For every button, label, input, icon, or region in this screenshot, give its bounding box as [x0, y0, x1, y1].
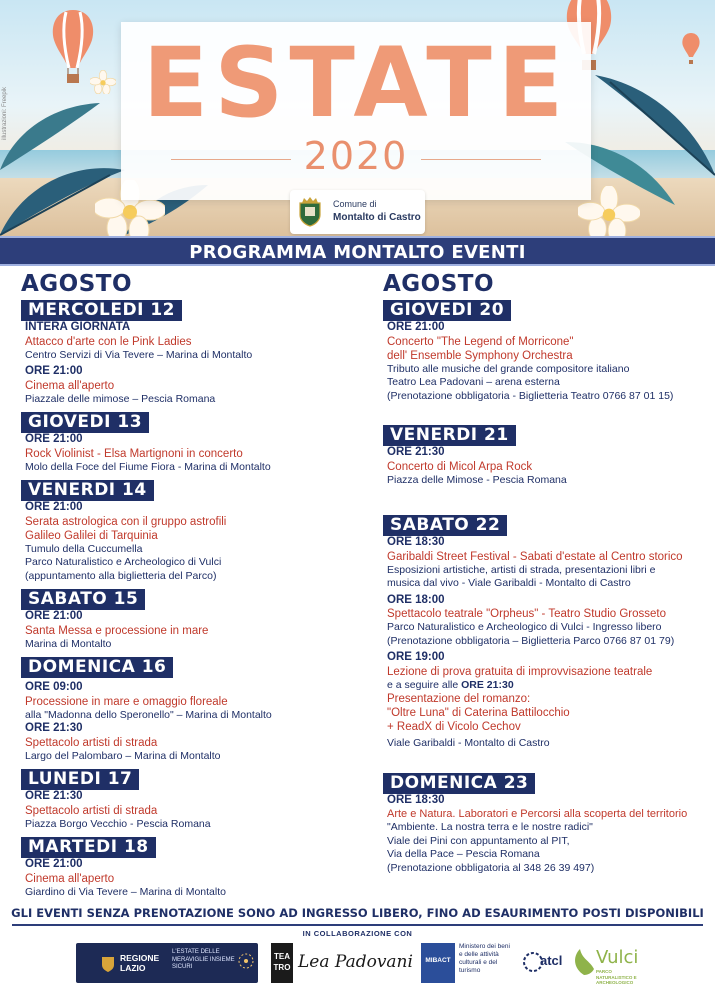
day-block [21, 657, 361, 678]
right-column [383, 270, 703, 875]
mibact-logo [421, 943, 455, 983]
day-heading: LUNEDI 17 [21, 769, 139, 790]
event-detail: Parco Naturalistico e Archeologico di Vulci - Ingresso libero [387, 621, 662, 633]
event [25, 722, 361, 763]
event-detail: alla "Madonna dello Speronello" – Marina di Montalto [25, 708, 272, 721]
event-detail: Marina di Montalto [25, 637, 112, 650]
event-detail: Giardino di Via Tevere – Marina di Montalto [25, 885, 226, 898]
day-block [21, 480, 361, 501]
event-time: ORE 21:00 [25, 610, 83, 622]
event [25, 501, 361, 583]
day-block [21, 300, 361, 321]
vulci-logo [572, 943, 644, 983]
event-detail: Via della Pace – Pescia Romana [387, 848, 540, 860]
event [387, 536, 703, 591]
event-detail: Largo del Palombaro – Marina di Montalto [25, 749, 221, 762]
atcl-logo [522, 943, 568, 983]
event-title-line4: "Oltre Luna" di Caterina Battilocchio [387, 707, 570, 719]
day-heading: VENERDI 14 [21, 480, 154, 501]
day-heading: DOMENICA 23 [383, 773, 535, 794]
event-title: Cinema all'aperto [25, 872, 115, 885]
program-banner [0, 236, 715, 266]
padovani-signature [298, 943, 413, 983]
event-title: Concerto "The Legend of Morricone" [387, 335, 574, 348]
comune-name: Montalto di Castro [333, 212, 421, 223]
event-title: Processione in mare e omaggio floreale [25, 695, 228, 708]
day-heading: GIOVEDI 20 [383, 300, 511, 321]
event-time: ORE 18:30 [387, 793, 445, 806]
regione-lazio-logo [76, 943, 258, 983]
event-time: ORE 09:00 [25, 681, 83, 693]
day-heading: GIOVEDI 13 [21, 412, 149, 433]
day-block [21, 412, 361, 433]
event-followup [387, 679, 703, 693]
event [25, 858, 361, 899]
event-detail: musica dal vivo - Viale Garibaldi - Montalto di Castro [387, 577, 631, 589]
illustration-credit: illustrazioni: Freepik [2, 86, 8, 140]
event-detail: (Prenotazione obbligatoria – Biglietteria Parco 0766 87 01 79) [387, 634, 675, 647]
event [25, 610, 361, 651]
day-block [21, 837, 361, 858]
event-title: Santa Messa e processione in mare [25, 624, 209, 637]
event [387, 651, 703, 751]
event-time: ORE 21:30 [387, 446, 445, 458]
header-illustration [0, 0, 715, 236]
event-detail: Tributo alle musiche del grande compositore italiano [387, 362, 630, 375]
event-title: Spettacolo teatrale "Orpheus" - Teatro Studio Grosseto [387, 608, 666, 620]
day-heading: SABATO 15 [21, 589, 145, 610]
event-time: ORE 21:00 [25, 433, 83, 445]
hot-air-balloon-icon [681, 32, 701, 66]
event-time: ORE 21:00 [387, 321, 445, 333]
event-time: ORE 19:00 [387, 651, 445, 663]
lazio-tagline: L'ESTATE DELLE MERAVIGLIE INSIEME SICURI [172, 949, 235, 970]
event-title: Cinema all'aperto [25, 379, 115, 392]
event-detail: (Prenotazione obbligatoria al 348 26 39 497) [387, 861, 595, 874]
ministero-text: Ministero dei beni e delle attività culturali e del turismo [459, 943, 510, 974]
day-block [383, 425, 703, 446]
comune-logo [290, 190, 425, 234]
event-title: Arte e Natura. Laboratori e Percorsi alla scoperta del territorio [387, 808, 688, 820]
teatro-label: TEA TRO [273, 952, 291, 972]
day-heading: MARTEDI 18 [21, 837, 156, 858]
title-sign [121, 22, 591, 200]
event [387, 321, 703, 403]
event [387, 446, 703, 487]
atcl-label: atcl [540, 953, 563, 968]
day-block [383, 300, 703, 321]
palm-leaf-icon [0, 95, 105, 175]
event-time: ORE 21:30 [25, 790, 83, 802]
event [25, 433, 361, 474]
event-detail: Centro Servizi di Via Tevere – Marina di Montalto [25, 348, 253, 361]
fireworks-icon [236, 951, 256, 973]
day-block [21, 589, 361, 610]
coat-of-arms-icon [296, 197, 324, 227]
left-column [21, 270, 361, 899]
event-title: Spettacolo artisti di strada [25, 736, 158, 749]
lazio-emblem-icon [100, 955, 116, 973]
event-title-line2: dell' Ensemble Symphony Orchestra [387, 349, 573, 362]
event-title: Lezione di prova gratuita di improvvisazione teatrale [387, 665, 653, 678]
padovani-label: Lea Padovani [298, 952, 413, 972]
day-block [21, 769, 361, 790]
event-detail: Tumulo della Cuccumella [25, 542, 143, 555]
event-time: ORE 21:00 [25, 501, 83, 513]
event-detail: Piazza Borgo Vecchio - Pescia Romana [25, 817, 211, 830]
day-block [383, 773, 703, 794]
collaboration-label: IN COLLABORAZIONE CON [302, 929, 413, 938]
frangipani-flower-icon [90, 70, 116, 94]
followup-time: ORE 21:30 [461, 678, 514, 691]
event-title: Serata astrologica con il gruppo astrofili [25, 515, 227, 528]
event-detail: Viale dei Pini con appuntamento al PIT, [387, 834, 570, 847]
day-block [383, 515, 703, 536]
event-detail: Piazza delle Mimose - Pescia Romana [387, 473, 567, 486]
event-title: Garibaldi Street Festival - Sabati d'estate al Centro storico [387, 550, 683, 563]
event-time: ORE 21:00 [25, 365, 83, 377]
free-entry-note: GLI EVENTI SENZA PRENOTAZIONE SONO AD INGRESSO LIBERO, FINO AD ESAURIMENTO POSTI DISPONIBILI [11, 906, 704, 920]
event-time: ORE 18:00 [387, 593, 445, 606]
event-time: INTERA GIORNATA [25, 321, 131, 333]
event-title: Attacco d'arte con le Pink Ladies [25, 335, 192, 348]
comune-prefix: Comune di [333, 199, 377, 209]
month-heading: AGOSTO [383, 271, 495, 297]
event-detail: Esposizioni artistiche, artisti di strada, presentazioni libri e [387, 563, 656, 576]
day-heading: DOMENICA 16 [21, 657, 173, 678]
vulci-leaf-icon [572, 947, 596, 977]
event-title: Spettacolo artisti di strada [25, 804, 158, 817]
event-time: ORE 21:30 [25, 722, 83, 734]
program-title: PROGRAMMA MONTALTO EVENTI [189, 242, 526, 263]
mibact-label: MIBACT [425, 957, 451, 964]
event [25, 365, 361, 406]
event-title-line5: + ReadX di Vicolo Cechov [387, 721, 521, 733]
event-title-line2: Galileo Galilei di Tarquinia [25, 529, 158, 542]
event-time: ORE 21:00 [25, 858, 83, 870]
event-detail: Parco Naturalistico e Archeologico di Vulci [25, 556, 222, 568]
page-title: ESTATE [142, 27, 570, 139]
event-detail: Teatro Lea Padovani – arena esterna [387, 376, 560, 388]
event [25, 321, 361, 362]
event-time: ORE 18:30 [387, 536, 445, 548]
event-detail: Viale Garibaldi - Montalto di Castro [387, 737, 550, 749]
vulci-label: Vulci [596, 947, 639, 968]
day-heading: VENERDI 21 [383, 425, 516, 446]
event-title: Concerto di Micol Arpa Rock [387, 460, 533, 473]
event [25, 790, 361, 831]
event-title: Rock Violinist - Elsa Martignoni in concerto [25, 447, 243, 460]
day-heading: MERCOLEDI 12 [21, 300, 182, 321]
month-heading: AGOSTO [21, 271, 133, 297]
event-detail: "Ambiente. La nostra terra e le nostre radici" [387, 821, 593, 833]
footer-divider [12, 924, 703, 926]
event-detail: Molo della Foce del Fiume Fiora - Marina di Montalto [25, 460, 271, 473]
followup-text: e a seguire alle [387, 678, 462, 691]
year-label: 2020 [303, 134, 409, 178]
vulci-subtitle: PARCO NATURALISTICO E ARCHEOLOGICO [596, 969, 637, 985]
day-heading: SABATO 22 [383, 515, 507, 536]
event [387, 794, 703, 876]
teatro-logo [271, 943, 293, 983]
event-title-line3: Presentazione del romanzo: [387, 693, 531, 705]
event [25, 681, 361, 722]
lazio-name: REGIONE LAZIO [120, 953, 160, 973]
event [387, 594, 703, 649]
event-detail: Piazzale delle mimose – Pescia Romana [25, 392, 216, 405]
event-detail: (appuntamento alla biglietteria del Parco) [25, 569, 217, 582]
event-detail: (Prenotazione obbligatoria - Biglietteria Teatro 0766 87 01 15) [387, 389, 674, 402]
